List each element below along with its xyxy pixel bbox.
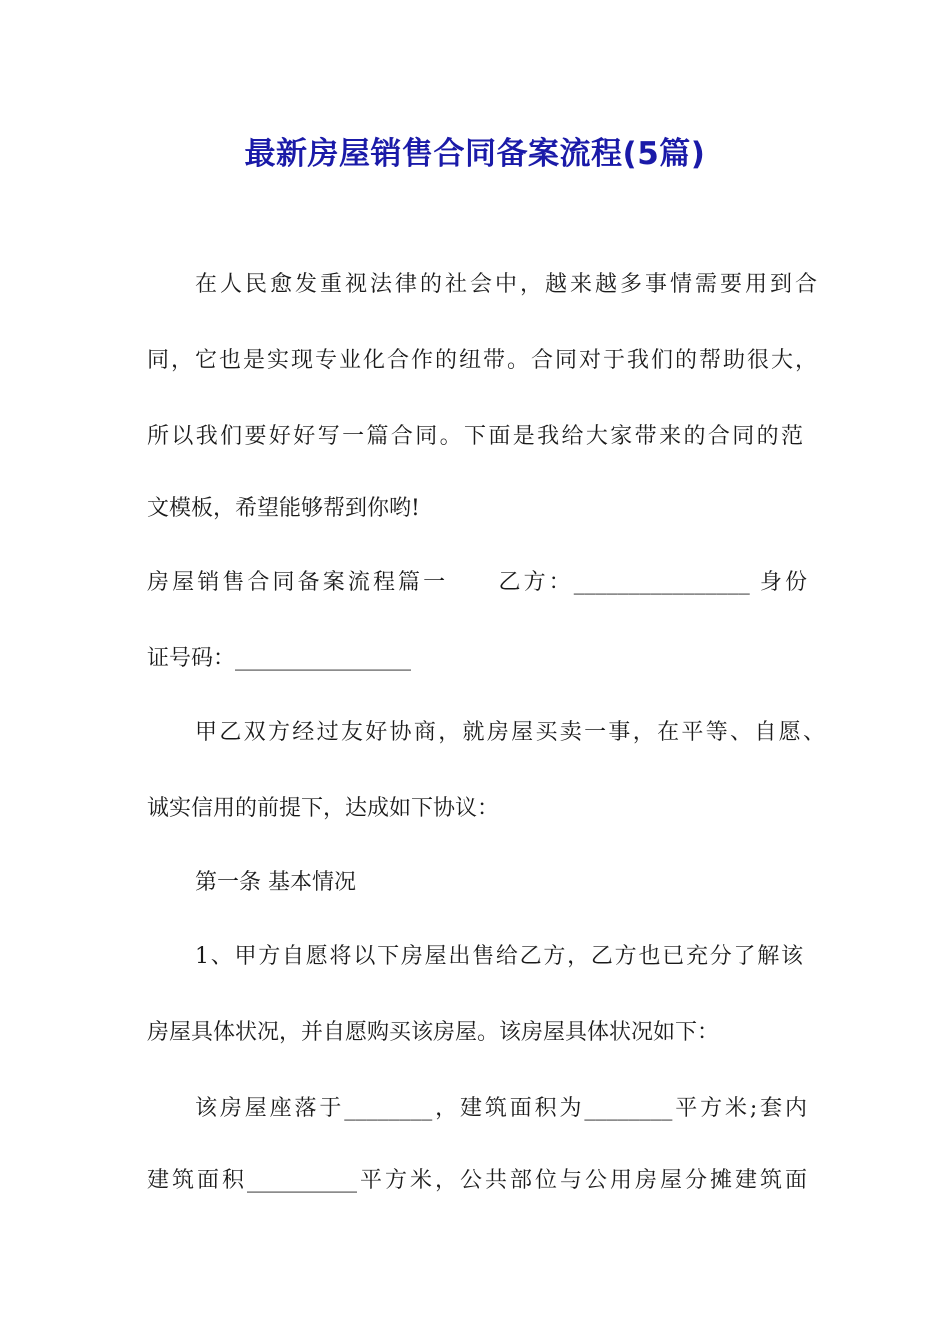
- paragraph-line: 在人民愈发重视法律的社会中，越来越多事情需要用到合: [195, 272, 817, 297]
- paragraph-line: 建筑面积__________平方米，公共部位与公用房屋分摊建筑面: [147, 1168, 807, 1193]
- paragraph-line: 所以我们要好好写一篇合同。下面是我给大家带来的合同的范: [147, 424, 803, 449]
- paragraph-line: 诚实信用的前提下，达成如下协议：: [147, 796, 500, 821]
- paragraph-line: 同，它也是实现专业化合作的纽带。合同对于我们的帮助很大，: [147, 348, 817, 373]
- section-heading: 第一条 基本情况: [195, 870, 356, 895]
- paragraph-line: 1、甲方自愿将以下房屋出售给乙方，乙方也已充分了解该: [195, 944, 803, 969]
- paragraph-line: 甲乙双方经过友好协商，就房屋买卖一事，在平等、自愿、: [195, 720, 825, 745]
- paragraph-line: 房屋销售合同备案流程篇一 乙方：________________ 身份: [147, 570, 807, 595]
- paragraph-line: 房屋具体状况，并自愿购买该房屋。该房屋具体状况如下：: [147, 1020, 720, 1045]
- paragraph-line: 该房屋座落于________，建筑面积为________平方米;套内: [195, 1096, 807, 1121]
- document-title: 最新房屋销售合同备案流程(5篇): [244, 136, 706, 172]
- paragraph-line: 文模板，希望能够帮到你哟!: [147, 496, 420, 521]
- paragraph-line: 证号码：________________: [147, 646, 412, 671]
